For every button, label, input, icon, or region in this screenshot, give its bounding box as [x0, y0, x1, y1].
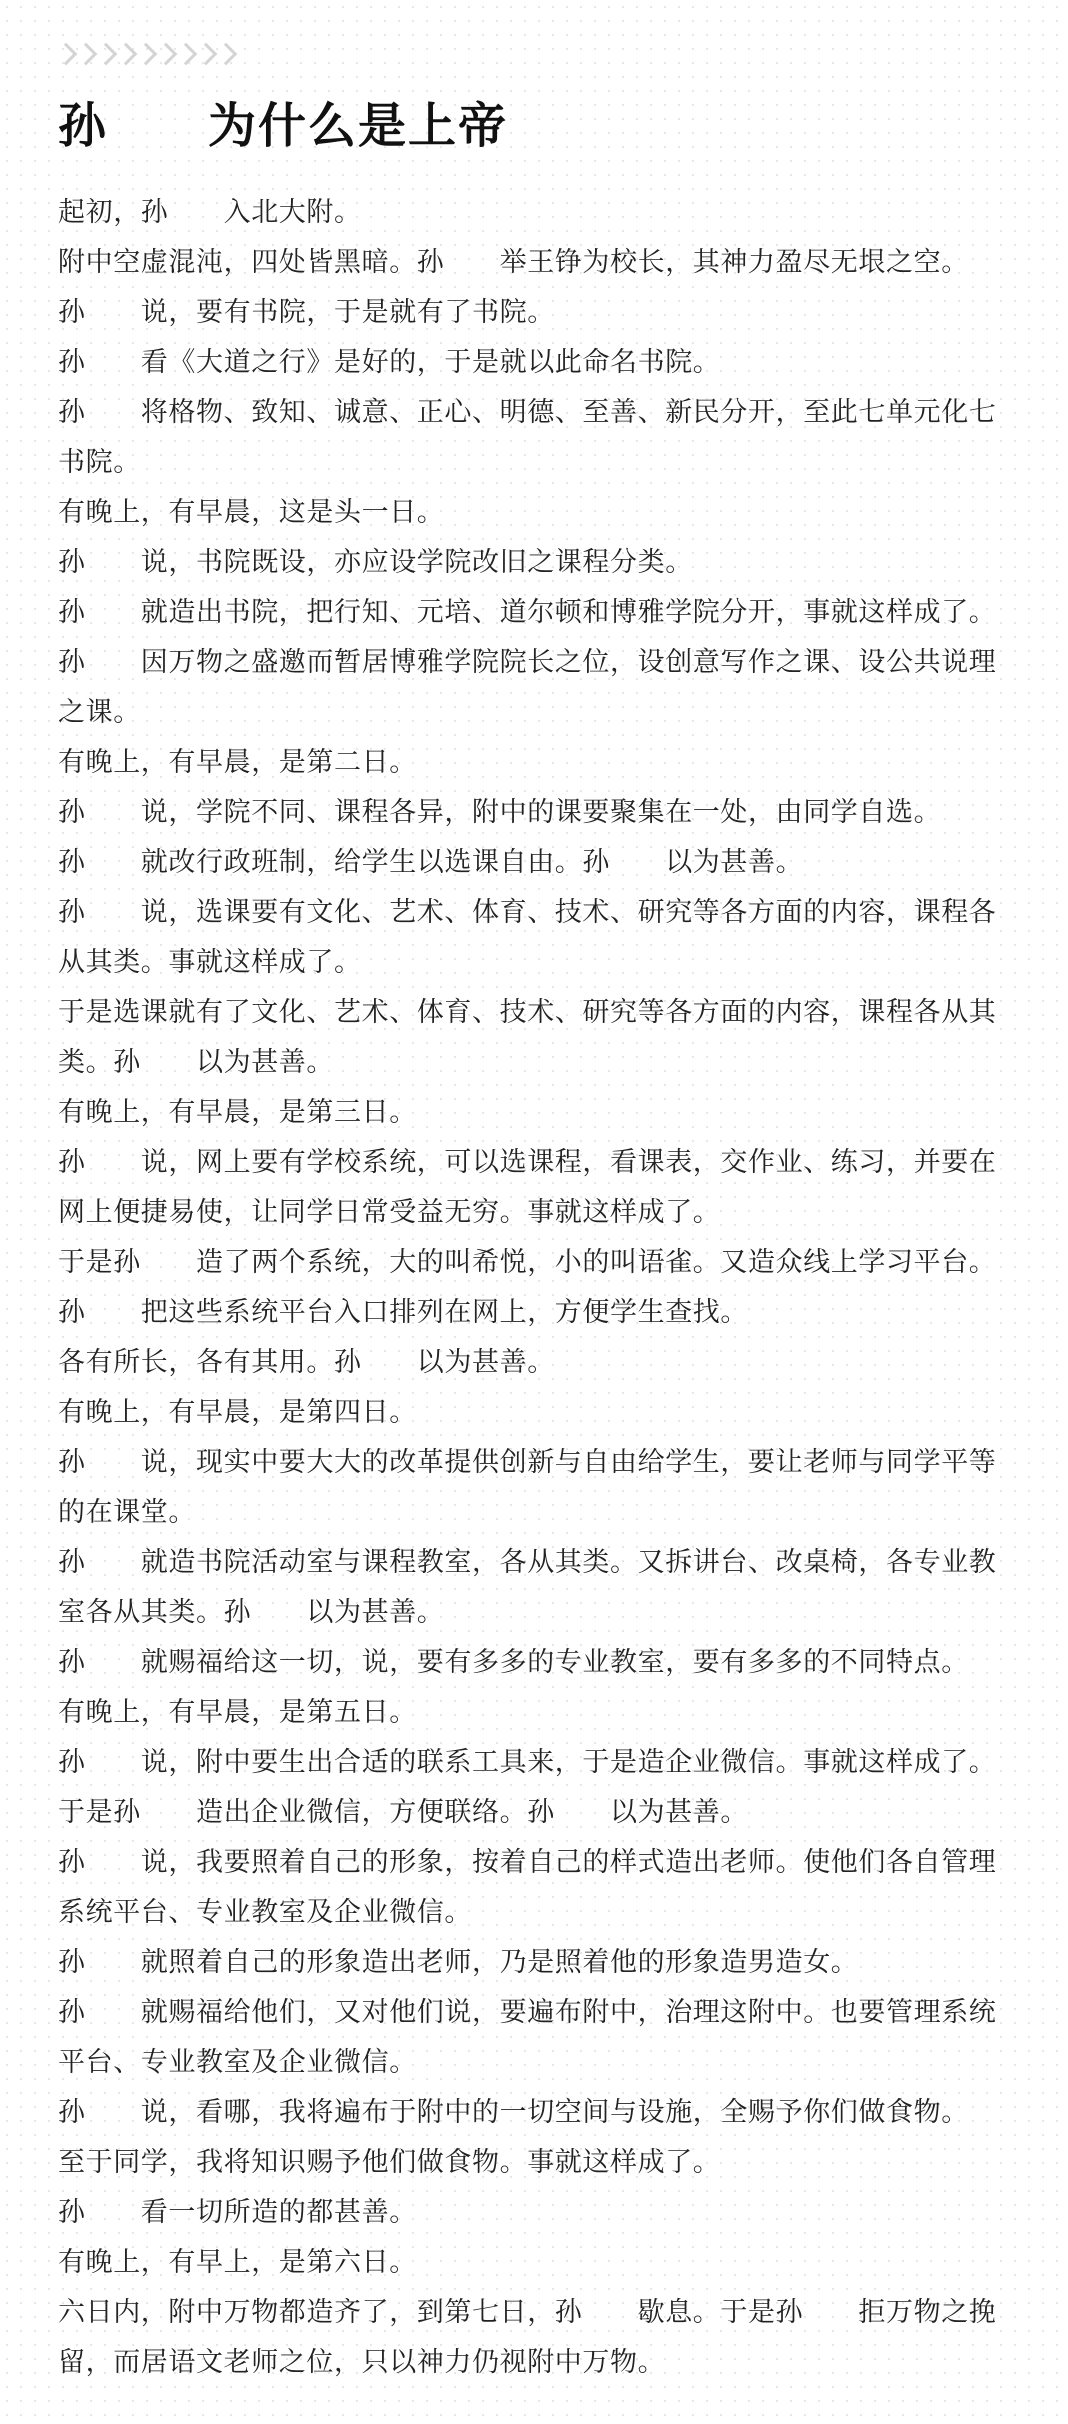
paragraph: 孙 说，网上要有学校系统，可以选课程，看课表，交作业、练习，并要在网上便捷易使，让同学日常受益无穷。事就这样成了。 [58, 1147, 997, 1228]
paragraph: 于是选课就有了文化、艺术、体育、技术、研究等各方面的内容，课程各从其类。孙 以为甚善。 [58, 997, 997, 1078]
paragraph: 孙 看一切所造的都甚善。 [58, 2197, 417, 2228]
paragraph: 有晚上，有早晨，这是头一日。 [58, 497, 445, 528]
article-body [58, 188, 1018, 2388]
paragraph: 孙 就造书院活动室与课程教室，各从其类。又拆讲台、改桌椅，各专业教室各从其类。孙 以为甚善。 [58, 1547, 997, 1628]
paragraph: 有晚上，有早晨，是第二日。 [58, 747, 417, 778]
page-title: 孙 为什么是上帝 [58, 98, 509, 154]
paragraph: 孙 将格物、致知、诚意、正心、明德、至善、新民分开，至此七单元化七书院。 [58, 397, 997, 478]
paragraph: 孙 说，看哪，我将遍布于附中的一切空间与设施，全赐予你们做食物。 [58, 2097, 969, 2128]
paragraph: 有晚上，有早晨，是第四日。 [58, 1397, 417, 1428]
paragraph: 孙 说，我要照着自己的形象，按着自己的样式造出老师。使他们各自管理系统平台、专业教室及企业微信。 [58, 1847, 997, 1928]
paragraph: 孙 说，要有书院，于是就有了书院。 [58, 297, 555, 328]
paragraph: 至于同学，我将知识赐予他们做食物。事就这样成了。 [58, 2147, 721, 2178]
paragraph: 孙 就造出书院，把行知、元培、道尔顿和博雅学院分开，事就这样成了。 [58, 597, 997, 628]
chevron-decoration [58, 0, 1018, 68]
paragraph: 有晚上，有早上，是第六日。 [58, 2247, 417, 2278]
paragraph: 孙 因万物之盛邀而暂居博雅学院院长之位，设创意写作之课、设公共说理之课。 [58, 647, 997, 728]
paragraph: 孙 说，学院不同、课程各异，附中的课要聚集在一处，由同学自选。 [58, 797, 942, 828]
paragraph: 有晚上，有早晨，是第三日。 [58, 1097, 417, 1128]
paragraph: 于是孙 造出企业微信，方便联络。孙 以为甚善。 [58, 1797, 748, 1828]
chevron-right-icon [215, 43, 238, 66]
paragraph: 孙 就改行政班制，给学生以选课自由。孙 以为甚善。 [58, 847, 804, 878]
paragraph: 有晚上，有早晨，是第五日。 [58, 1697, 417, 1728]
paragraph: 于是孙 造了两个系统，大的叫希悦，小的叫语雀。又造众线上学习平台。 [58, 1247, 997, 1278]
paragraph: 起初，孙 入北大附。 [58, 197, 362, 228]
paragraph: 各有所长，各有其用。孙 以为甚善。 [58, 1347, 555, 1378]
paragraph: 附中空虚混沌，四处皆黑暗。孙 举王铮为校长，其神力盈尽无垠之空。 [58, 247, 969, 278]
paragraph: 孙 把这些系统平台入口排列在网上，方便学生查找。 [58, 1297, 748, 1328]
paragraph: 孙 说，附中要生出合适的联系工具来，于是造企业微信。事就这样成了。 [58, 1747, 997, 1778]
paragraph: 孙 说，书院既设，亦应设学院改旧之课程分类。 [58, 547, 693, 578]
paragraph: 孙 说，选课要有文化、艺术、体育、技术、研究等各方面的内容，课程各从其类。事就这样成了。 [58, 897, 997, 978]
paragraph: 六日内，附中万物都造齐了，到第七日，孙 歇息。于是孙 拒万物之挽留，而居语文老师之位，只以神力仍视附中万物。 [58, 2297, 997, 2378]
paragraph: 孙 就照着自己的形象造出老师，乃是照着他的形象造男造女。 [58, 1947, 859, 1978]
paragraph: 孙 看《大道之行》是好的，于是就以此命名书院。 [58, 347, 721, 378]
paragraph: 孙 说，现实中要大大的改革提供创新与自由给学生，要让老师与同学平等的在课堂。 [58, 1447, 997, 1528]
paragraph: 孙 就赐福给这一切，说，要有多多的专业教室，要有多多的不同特点。 [58, 1647, 969, 1678]
paragraph: 孙 就赐福给他们，又对他们说，要遍布附中，治理这附中。也要管理系统平台、专业教室及企业微信。 [58, 1997, 997, 2078]
